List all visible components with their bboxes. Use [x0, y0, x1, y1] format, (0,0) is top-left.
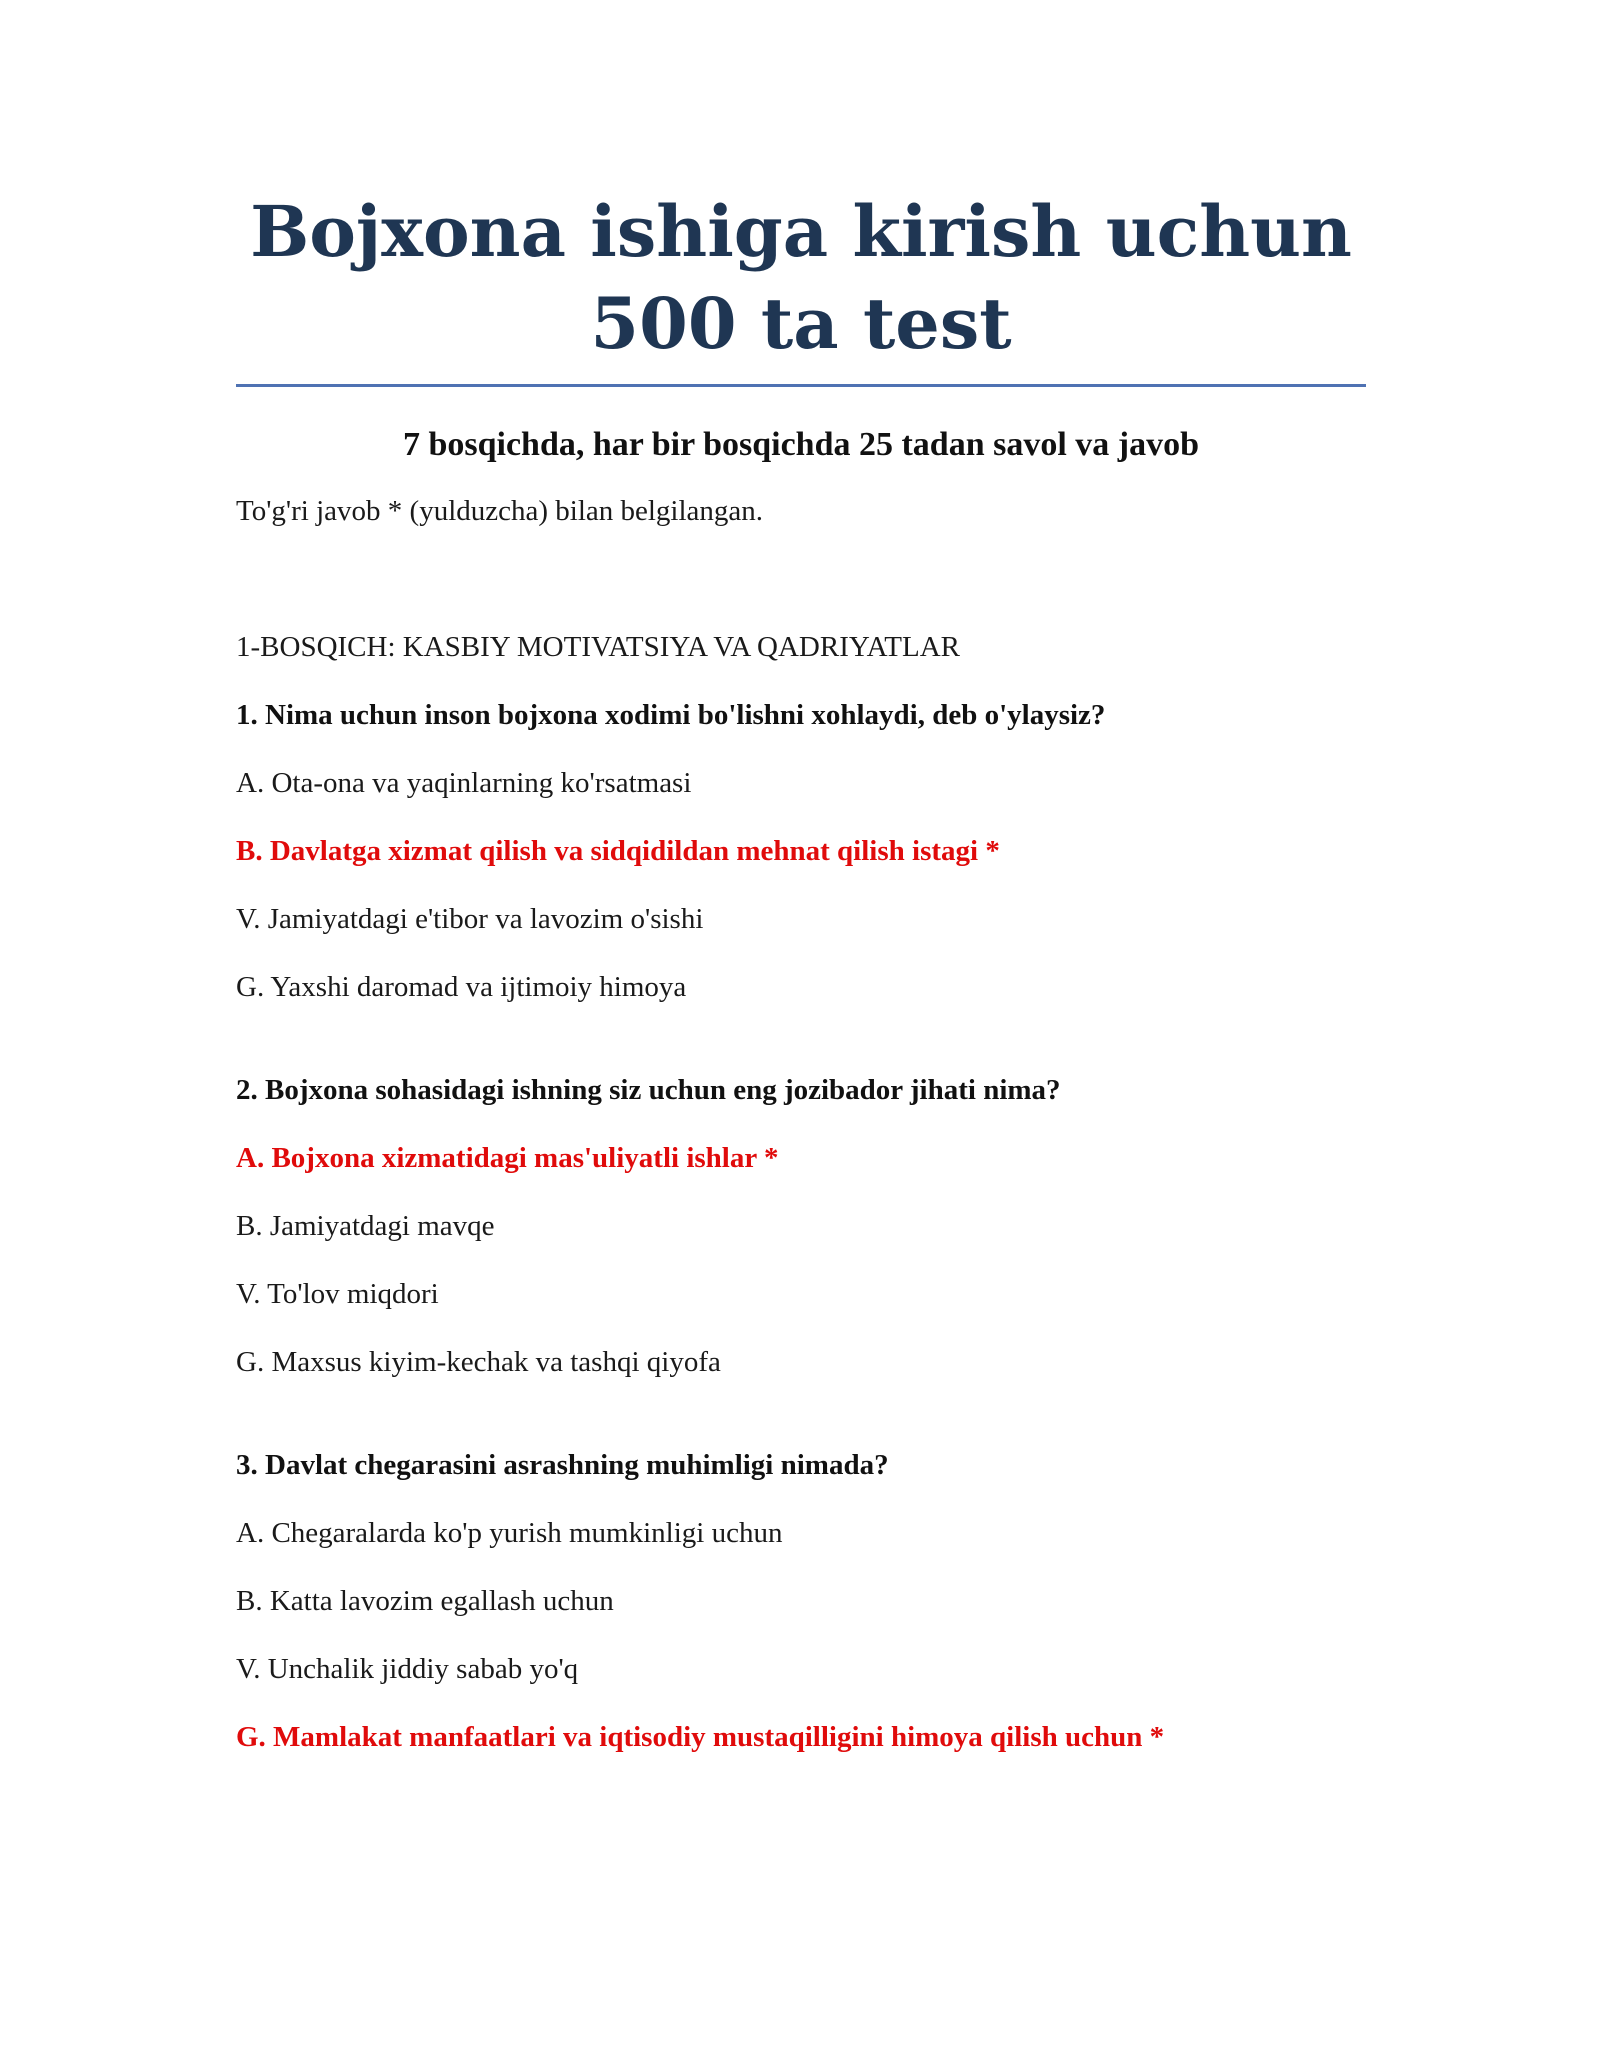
question-spacer: [236, 1005, 1366, 1072]
answer-option: B. Davlatga xizmat qilish va sidqidildan mehnat qilish istagi *: [236, 835, 1000, 867]
answer-option: V. To'lov miqdori: [236, 1278, 439, 1310]
answer-option: A. Chegaralarda ko'p yurish mumkinligi uchun: [236, 1517, 783, 1549]
stage-heading: 1-BOSQICH: KASBIY MOTIVATSIYA VA QADRIYATLAR: [236, 631, 961, 663]
question-1: [236, 697, 1366, 1005]
answer-option: G. Maxsus kiyim-kechak va tashqi qiyofa: [236, 1346, 721, 1378]
answer-option: V. Unchalik jiddiy sabab yo'q: [236, 1653, 579, 1685]
question-text: 1. Nima uchun inson bojxona xodimi bo'lishni xohlaydi, deb o'ylaysiz?: [236, 699, 1106, 731]
answer-option: B. Katta lavozim egallash uchun: [236, 1585, 614, 1617]
question-text: 2. Bojxona sohasidagi ishning siz uchun eng jozibador jihati nima?: [236, 1074, 1061, 1106]
answer-option: B. Jamiyatdagi mavqe: [236, 1210, 495, 1242]
question-3: [236, 1447, 1366, 1755]
question-text: 3. Davlat chegarasini asrashning muhimligi nimada?: [236, 1449, 889, 1481]
document-title: Bojxona ishiga kirish uchun 500 ta test: [236, 186, 1366, 387]
answer-key-note: To'g'ri javob * (yulduzcha) bilan belgilangan.: [236, 495, 764, 527]
question-spacer: [236, 1380, 1366, 1447]
answer-option: G. Yaxshi daromad va ijtimoiy himoya: [236, 971, 687, 1003]
answer-option: V. Jamiyatdagi e'tibor va lavozim o'sishi: [236, 903, 704, 935]
answer-option: A. Ota-ona va yaqinlarning ko'rsatmasi: [236, 767, 692, 799]
document-subtitle: 7 bosqichda, har bir bosqichda 25 tadan savol va javob: [402, 426, 1200, 463]
answer-option: G. Mamlakat manfaatlari va iqtisodiy mustaqilligini himoya qilish uchun *: [236, 1721, 1165, 1753]
answer-option: A. Bojxona xizmatidagi mas'uliyatli ishlar *: [236, 1142, 779, 1174]
document-page: [236, 186, 1366, 1755]
question-2: [236, 1072, 1366, 1380]
